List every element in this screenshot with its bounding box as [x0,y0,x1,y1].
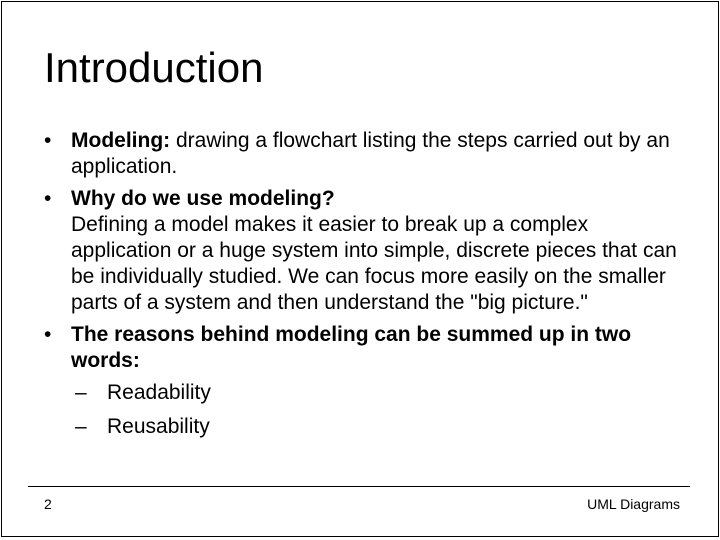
dash-icon: – [75,381,87,404]
footer-title: UML Diagrams [587,496,680,512]
bullet-reasons [44,322,684,440]
bullet-heading: The reasons behind modeling can be summed up in two words: [71,323,632,372]
bullet-why-modeling [44,186,684,316]
bullet-text: Defining a model makes it easier to break up a complex application or a huge system into simple, discrete pieces that can be individually studied. We can focus more easily on the smaller parts of a system and then understand the "big picture." [71,213,677,314]
slide-title: Introduction [44,44,264,91]
bullet-text: drawing a flowchart listing the steps carried out by an application. [71,129,670,178]
footer-divider [28,486,690,487]
bullet-icon: • [44,129,52,152]
bullet-icon: • [44,187,52,210]
sub-item-label: Readability [107,381,211,404]
page-number: 2 [44,496,52,512]
sub-list [71,380,684,440]
bullet-modeling [44,128,684,180]
bullet-heading: Why do we use modeling? [71,187,335,210]
sub-item-readability [75,380,684,406]
bullet-heading: Modeling: [71,129,171,152]
dash-icon: – [75,415,87,438]
sub-item-reusability [75,414,684,440]
sub-item-label: Reusability [107,415,210,438]
bullet-list [44,128,684,448]
bullet-icon: • [44,323,52,346]
